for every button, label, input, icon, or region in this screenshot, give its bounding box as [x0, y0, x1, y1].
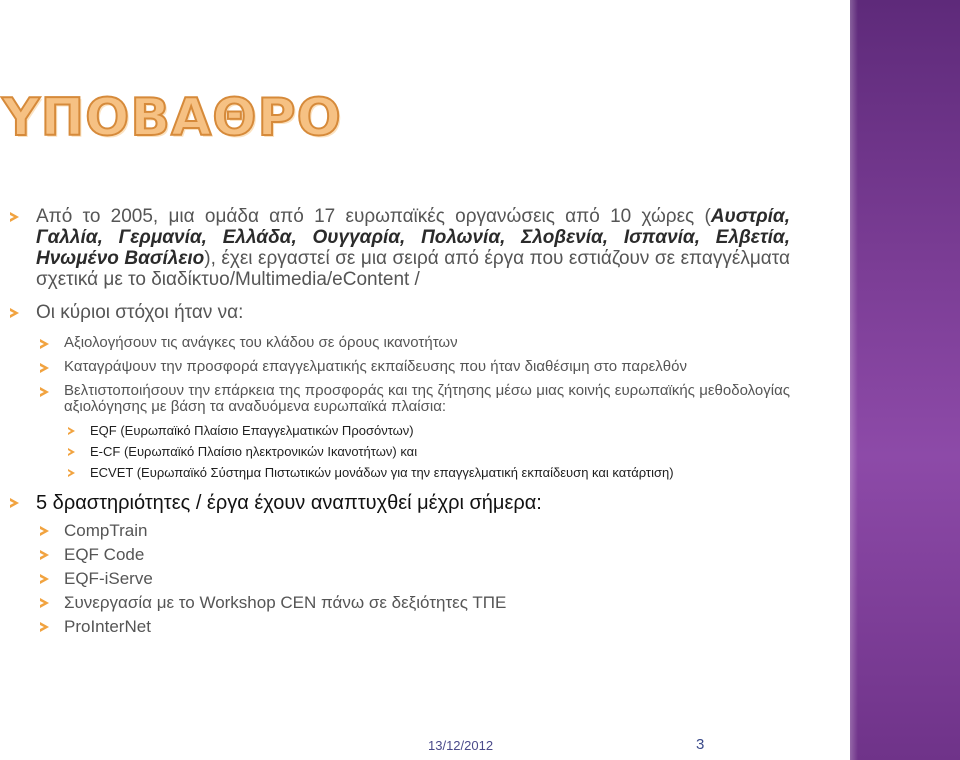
project-name: CompTrain	[64, 521, 148, 540]
project-name: EQF-iServe	[64, 569, 153, 588]
bullet-text-post: ), έχει εργαστεί σε μια σειρά από έργα που εστιάζουν σε επαγγέλματα σχετικά με το διαδίκτυο/Multimedia/eContent /	[36, 248, 791, 290]
project-item	[10, 570, 790, 588]
arrow-bullet-icon	[68, 427, 75, 435]
framework-item-text: EQF (Ευρωπαϊκό Πλαίσιο Επαγγελματικών Προσόντων)	[90, 423, 414, 438]
goal-item-text: Αξιολογήσουν τις ανάγκες του κλάδου σε όρους ικανοτήτων	[64, 334, 458, 351]
bullet-text-pre: Από το 2005, μια ομάδα από 17 ευρωπαϊκές οργανώσεις από 10 χώρες (	[36, 206, 711, 227]
bullet-projects	[10, 492, 790, 514]
project-name: Συνεργασία με το Workshop CEN πάνω σε δεξιότητες ΤΠΕ	[64, 593, 507, 612]
main-goals-text: Οι κύριοι στόχοι ήταν να:	[36, 302, 244, 323]
framework-item	[10, 444, 790, 459]
footer-date: 13/12/2012	[428, 738, 494, 753]
project-name: ProInterNet	[64, 617, 151, 636]
project-item	[10, 618, 790, 636]
slide-content	[10, 206, 790, 642]
projects-heading-text: 5 δραστηριότητες / έργα έχουν αναπτυχθεί μέχρι σήμερα:	[36, 492, 542, 514]
arrow-bullet-icon	[68, 448, 75, 456]
arrow-bullet-icon	[40, 622, 49, 632]
goal-item	[10, 383, 790, 415]
goal-item-text: Καταγράψουν την προσφορά επαγγελματικής εκπαίδευσης που ήταν διαθέσιμη στο παρελθόν	[64, 358, 687, 375]
arrow-bullet-icon	[40, 526, 49, 536]
project-item	[10, 522, 790, 540]
project-name: EQF Code	[64, 545, 145, 564]
arrow-bullet-icon	[40, 598, 49, 608]
bullet-main-goals	[10, 302, 790, 323]
project-item	[10, 594, 790, 612]
arrow-bullet-icon	[40, 363, 49, 373]
arrow-bullet-icon	[40, 387, 49, 397]
arrow-bullet-icon	[10, 498, 19, 508]
project-item	[10, 546, 790, 564]
bullet-background-text	[10, 206, 790, 290]
countries-list: Αυστρία, Γαλλία, Γερμανία, Ελλάδα, Ουγγαρία, Πολωνία, Σλοβενία, Ισπανία, Ελβετία, Ηνωμένο Βασίλειο	[36, 206, 790, 269]
arrow-bullet-icon	[10, 212, 19, 222]
goal-item	[10, 335, 790, 351]
framework-item-text: ECVET (Ευρωπαϊκό Σύστημα Πιστωτικών μονάδων για την επαγγελματική εκπαίδευση και κατάρτιση)	[90, 465, 674, 480]
slide-title: ΥΠΟΒΑΘΡΟ	[2, 88, 342, 148]
framework-item-text: E-CF (Ευρωπαϊκό Πλαίσιο ηλεκτρονικών Ικανοτήτων) και	[90, 444, 418, 459]
arrow-bullet-icon	[68, 469, 75, 477]
page-number: 3	[696, 736, 705, 753]
goal-item	[10, 359, 790, 375]
framework-item	[10, 423, 790, 438]
goal-item-text: Βελτιστοποιήσουν την επάρκεια της προσφοράς και της ζήτησης μέσω μιας κοινής ευρωπαϊκής μεθοδολογίας αξιολόγησης με βάση τα αναδυόμενα ευρωπαϊκά πλαίσια:	[64, 382, 790, 415]
framework-item	[10, 465, 790, 480]
decorative-side-band	[850, 0, 960, 760]
arrow-bullet-icon	[40, 574, 49, 584]
arrow-bullet-icon	[10, 308, 19, 318]
arrow-bullet-icon	[40, 339, 49, 349]
arrow-bullet-icon	[40, 550, 49, 560]
